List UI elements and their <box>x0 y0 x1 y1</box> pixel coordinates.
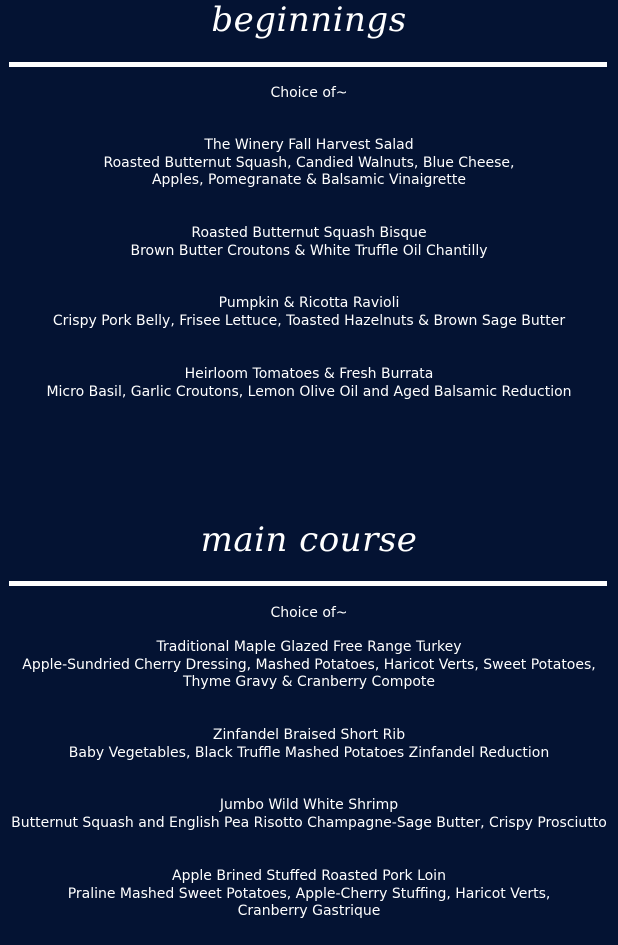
menu-item-name: Jumbo Wild White Shrimp <box>219 797 399 813</box>
menu-item-name: Heirloom Tomatoes & Fresh Burrata <box>184 366 434 382</box>
choice-label: Choice of~ <box>270 605 348 621</box>
menu-item <box>0 639 618 692</box>
menu-item-description: Crispy Pork Belly, Frisee Lettuce, Toasted Hazelnuts & Brown Sage Butter <box>52 312 566 329</box>
menu-item-name: Traditional Maple Glazed Free Range Turkey <box>156 639 462 655</box>
menu-item <box>0 225 618 260</box>
section-divider <box>9 62 607 67</box>
menu-item <box>0 295 618 330</box>
choice-label: Choice of~ <box>270 85 348 101</box>
menu-item-name: Zinfandel Braised Short Rib <box>212 727 406 743</box>
menu-item-description: Praline Mashed Sweet Potatoes, Apple-Cherry Stuffing, Haricot Verts, <box>67 885 551 902</box>
menu-item-description: Butternut Squash and English Pea Risotto Champagne-Sage Butter, Crispy Prosciutto <box>11 814 607 831</box>
menu-item <box>0 137 618 190</box>
menu-item <box>0 727 618 762</box>
menu-item-description: Micro Basil, Garlic Croutons, Lemon Olive Oil and Aged Balsamic Reduction <box>46 383 572 400</box>
section-divider <box>9 581 607 586</box>
menu-item-name: Roasted Butternut Squash Bisque <box>191 225 427 241</box>
menu-item-description: Roasted Butternut Squash, Candied Walnuts, Blue Cheese, <box>103 154 515 171</box>
menu-item <box>0 868 618 921</box>
menu-item-description: Apple-Sundried Cherry Dressing, Mashed Potatoes, Haricot Verts, Sweet Potatoes, <box>22 656 596 673</box>
menu-item-description: Brown Butter Croutons & White Truffle Oil Chantilly <box>130 242 488 259</box>
menu-item-description: Baby Vegetables, Black Truffle Mashed Potatoes Zinfandel Reduction <box>68 744 550 761</box>
main-course-title: main course <box>200 520 418 560</box>
beginnings-title: beginnings <box>211 0 407 40</box>
menu-item-description: Thyme Gravy & Cranberry Compote <box>183 674 435 690</box>
menu-item-name: The Winery Fall Harvest Salad <box>204 137 414 153</box>
menu-item-description: Apples, Pomegranate & Balsamic Vinaigrette <box>151 172 467 188</box>
menu-item-name: Pumpkin & Ricotta Ravioli <box>218 295 400 311</box>
menu-item-description: Cranberry Gastrique <box>237 903 381 919</box>
menu-item <box>0 366 618 401</box>
menu-item-name: Apple Brined Stuffed Roasted Pork Loin <box>172 868 446 884</box>
menu-item <box>0 797 618 832</box>
